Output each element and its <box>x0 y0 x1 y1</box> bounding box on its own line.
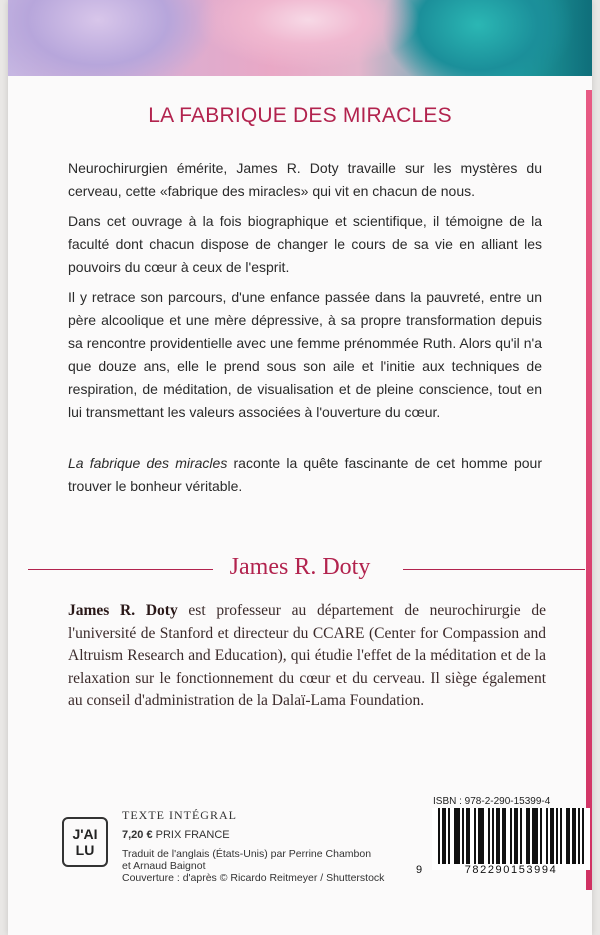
jai-lu-logo <box>62 817 108 867</box>
translation-credit-2: et Arnaud Baignot <box>122 860 206 872</box>
barcode-bar <box>444 808 446 864</box>
barcode-bar <box>536 808 538 864</box>
barcode-bar <box>514 808 516 864</box>
barcode-first-digit: 9 <box>416 864 423 876</box>
spine-edge <box>586 90 592 890</box>
price-value: 7,20 € <box>122 829 153 841</box>
barcode-bar <box>550 808 552 864</box>
book-title: LA FABRIQUE DES MIRACLES <box>148 104 452 127</box>
isbn-label: ISBN : 978-2-290-15399-4 <box>433 796 551 807</box>
barcode-bar <box>438 808 440 864</box>
barcode-bar <box>462 808 464 864</box>
barcode-bar <box>498 808 500 864</box>
barcode-bar <box>474 808 476 864</box>
barcode-bar <box>442 808 444 864</box>
barcode-bar <box>468 808 470 864</box>
barcode-bar <box>496 808 498 864</box>
author-bio-text: est professeur au département de neurochirurgie de l'université de Stanford et directeur du CCARE (Center for Compassion and Altruism Research and Education), qui étudie l'effet de la méditation et de la relaxation sur le fonctionnement du cœur et du cerveau. Il siège également au conseil d'administration de la Dalaï-Lama Foundation. <box>68 602 546 709</box>
barcode-bar <box>578 808 580 864</box>
divider-right <box>403 569 585 570</box>
barcode <box>432 808 590 870</box>
author-bio-name: James R. Doty <box>68 602 178 619</box>
barcode-bar <box>552 808 554 864</box>
barcode-bar <box>566 808 568 864</box>
lotus-flower-image <box>8 0 592 76</box>
barcode-bar <box>560 808 562 864</box>
texte-integral-label: TEXTE INTÉGRAL <box>122 808 237 822</box>
barcode-bar <box>532 808 534 864</box>
synopsis-paragraph-4-text: raconte la quête fascinante de cet homme pour trouver le bonheur véritable. <box>68 455 543 494</box>
barcode-bar <box>528 808 530 864</box>
barcode-bar <box>534 808 536 864</box>
publisher-info <box>122 808 384 884</box>
barcode-bar <box>572 808 574 864</box>
barcode-bar <box>466 808 468 864</box>
barcode-bar <box>502 808 504 864</box>
barcode-bar <box>574 808 576 864</box>
barcode-bar <box>526 808 528 864</box>
barcode-bar <box>482 808 484 864</box>
price-label: PRIX FRANCE <box>152 829 230 841</box>
barcode-bar <box>448 808 450 864</box>
barcode-bar <box>454 808 456 864</box>
author-heading: James R. Doty <box>229 554 371 580</box>
barcode-bars <box>438 808 584 864</box>
barcode-bar <box>458 808 460 864</box>
barcode-bar <box>456 808 458 864</box>
barcode-bar <box>582 808 584 864</box>
barcode-bar <box>504 808 506 864</box>
synopsis-paragraph-1: Neurochirurgien émérite, James R. Doty travaille sur les mystères du cerveau, cette «fabrique des miracles» qui vit en chacun de nous. <box>68 160 542 199</box>
synopsis-paragraph-2: Dans cet ouvrage à la fois biographique et scientifique, il témoigne de la faculté dont chacun dispose de changer le cours de sa vie en alliant les pouvoirs du cœur à ceux de l'esprit. <box>68 213 542 275</box>
barcode-digits: 782290153994 <box>464 864 558 876</box>
barcode-bar <box>478 808 480 864</box>
cover-credit: Couverture : d'après © Ricardo Reitmeyer / Shutterstock <box>122 872 385 884</box>
barcode-bar <box>540 808 542 864</box>
barcode-bar <box>510 808 512 864</box>
barcode-bar <box>520 808 522 864</box>
translation-credit: Traduit de l'anglais (États-Unis) par Perrine Chambon <box>122 848 372 860</box>
barcode-bar <box>516 808 518 864</box>
barcode-bar <box>480 808 482 864</box>
barcode-bar <box>556 808 558 864</box>
synopsis-paragraph-4 <box>68 452 542 498</box>
synopsis-paragraph-3: Il y retrace son parcours, d'une enfance passée dans la pauvreté, entre un père alcoolique et une mère dépressive, à sa propre transformation depuis sa rencontre providentielle avec une femme prénommée Ruth. Alors qu'il n'a que douze ans, elle le prend sous son aile et l'initie aux techniques de respiration, de méditation, de visualisation et de pleine conscience, tout en lui transmettant les valeurs associées à l'ouverture du cœur. <box>68 289 542 420</box>
barcode-bar <box>492 808 494 864</box>
book-title-italic: La fabrique des miracles <box>68 455 228 471</box>
barcode-bar <box>568 808 570 864</box>
barcode-bar <box>488 808 490 864</box>
price <box>122 829 384 841</box>
author-bio <box>68 600 546 713</box>
logo-line-1: J'AI <box>72 826 98 842</box>
logo-line-2: LU <box>75 842 95 858</box>
barcode-bar <box>546 808 548 864</box>
book-back-cover <box>8 0 592 935</box>
